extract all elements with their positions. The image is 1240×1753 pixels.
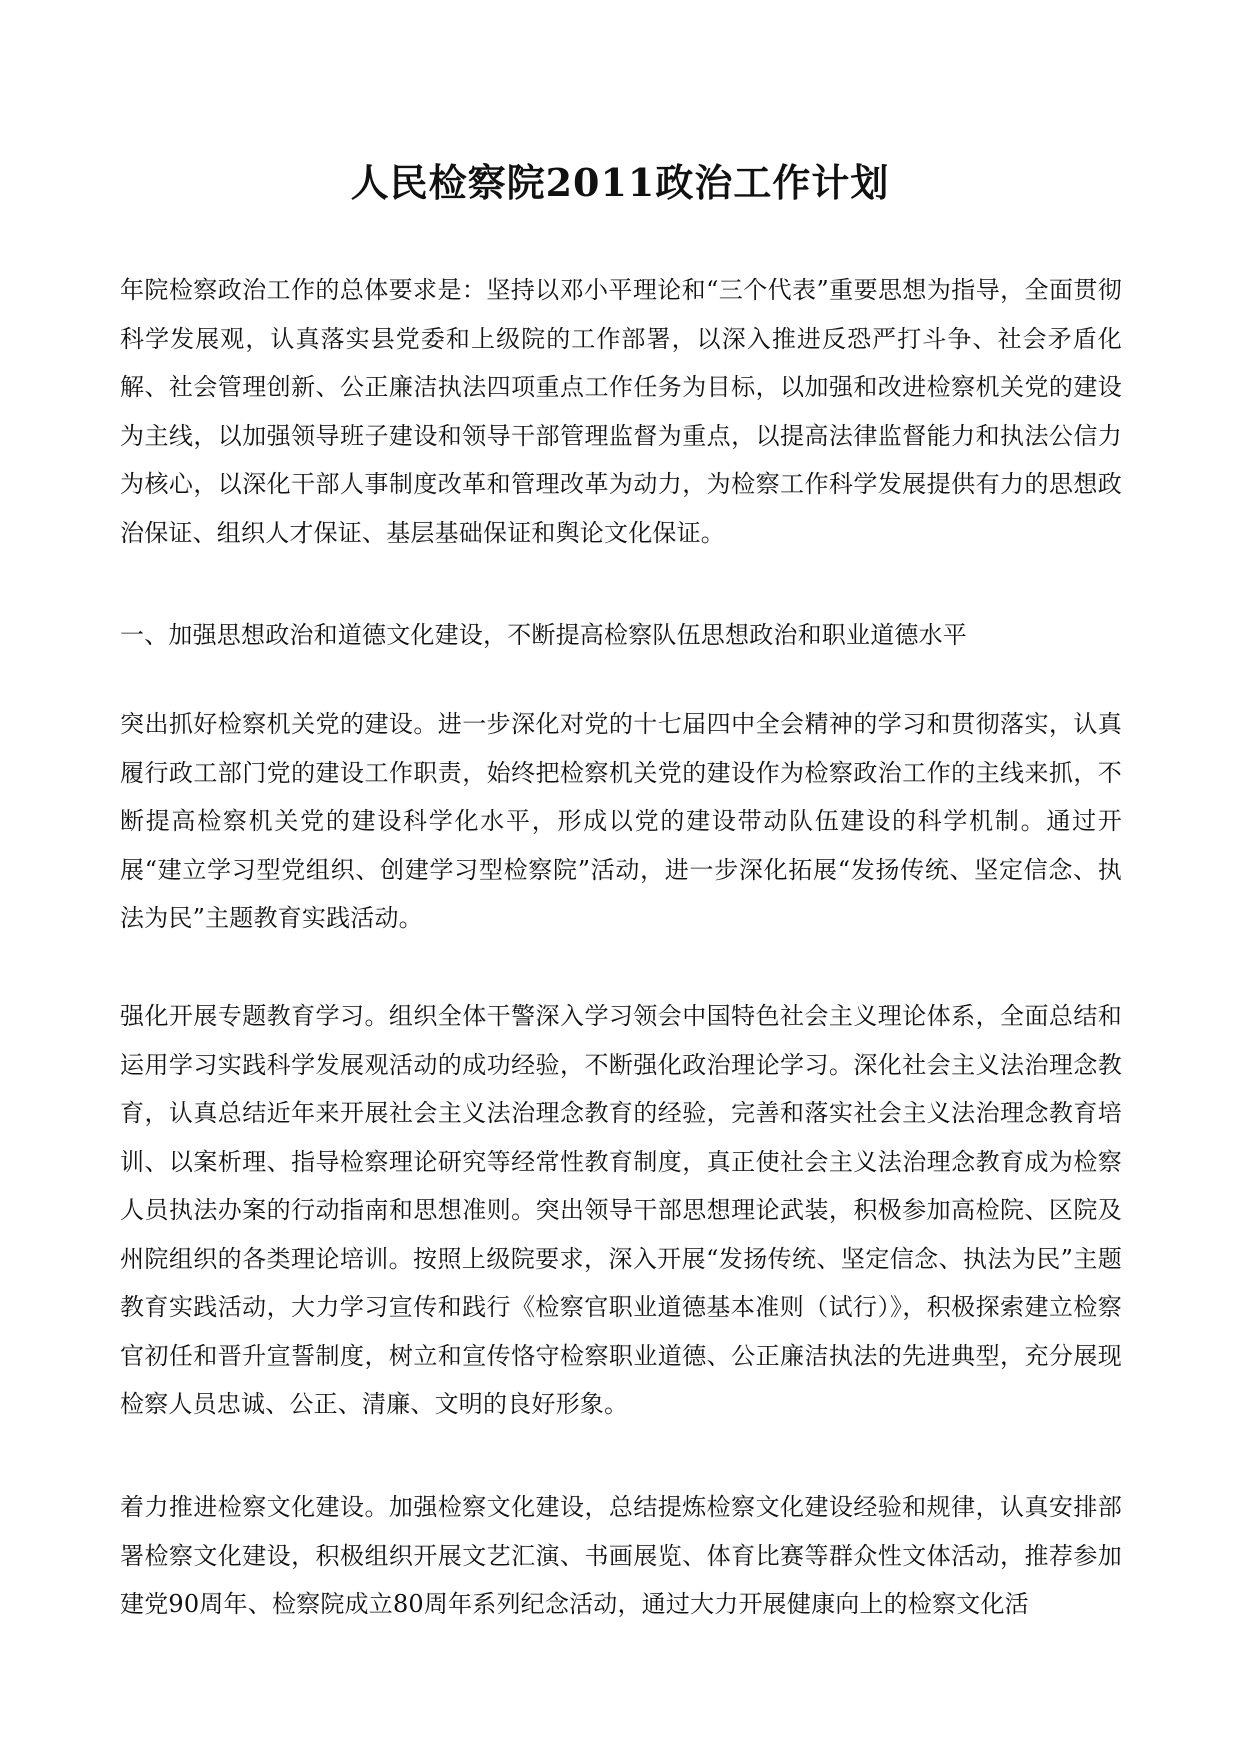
section-paragraph-party-building: 突出抓好检察机关党的建设。进一步深化对党的十七届四中全会精神的学习和贯彻落实，认真履行政工部门党的建设工作职责，始终把检察机关党的建设作为检察政治工作的主线来抓，不断提高检察机关党的建设科学化水平，形成以党的建设带动队伍建设的科学机制。通过开展“建立学习型党组织、创建学习型检察院”活动，进一步深化拓展“发扬传统、坚定信念、执法为民”主题教育实践活动。	[120, 710, 1122, 932]
section-paragraph-education: 强化开展专题教育学习。组织全体干警深入学习领会中国特色社会主义理论体系，全面总结和运用学习实践科学发展观活动的成功经验，不断强化政治理论学习。深化社会主义法治理念教育，认真总结近年来开展社会主义法治理念教育的经验，完善和落实社会主义法治理念教育培训、以案析理、指导检察理论研究等经常性教育制度，真正使社会主义法治理念教育成为检察人员执法办案的行动指南和思想准则。突出领导干部思想理论武装，积极参加高检院、区院及州院组织的各类理论培训。按照上级院要求，深入开展“发扬传统、坚定信念、执法为民”主题教育实践活动，大力学习宣传和践行《检察官职业道德基本准则（试行）》，积极探索建立检察官初任和晋升宣誓制度，树立和宣传恪守检察职业道德、公正廉洁执法的先进典型，充分展现检察人员忠诚、公正、清廉、文明的良好形象。	[120, 1002, 1122, 1418]
intro-paragraph: 年院检察政治工作的总体要求是：坚持以邓小平理论和“三个代表”重要思想为指导，全面贯彻科学发展观，认真落实县党委和上级院的工作部署，以深入推进反恐严打斗争、社会矛盾化解、社会管理创新、公正廉洁执法四项重点工作任务为目标，以加强和改进检察机关党的建设为主线，以加强领导班子建设和领导干部管理监督为重点，以提高法律监督能力和执法公信力为核心，以深化干部人事制度改革和管理改革为动力，为检察工作科学发展提供有力的思想政治保证、组织人才保证、基层基础保证和舆论文化保证。	[120, 276, 1122, 547]
document-title: 人民检察院2011政治工作计划	[350, 160, 890, 205]
section-heading-1: 一、加强思想政治和道德文化建设，不断提高检察队伍思想政治和职业道德水平	[120, 621, 967, 649]
section-paragraph-culture: 着力推进检察文化建设。加强检察文化建设，总结提炼检察文化建设经验和规律，认真安排部署检察文化建设，积极组织开展文艺汇演、书画展览、体育比赛等群众性文体活动，推荐参加建党90周年、检察院成立80周年系列纪念活动，通过大力开展健康向上的检察文化活	[120, 1493, 1122, 1618]
